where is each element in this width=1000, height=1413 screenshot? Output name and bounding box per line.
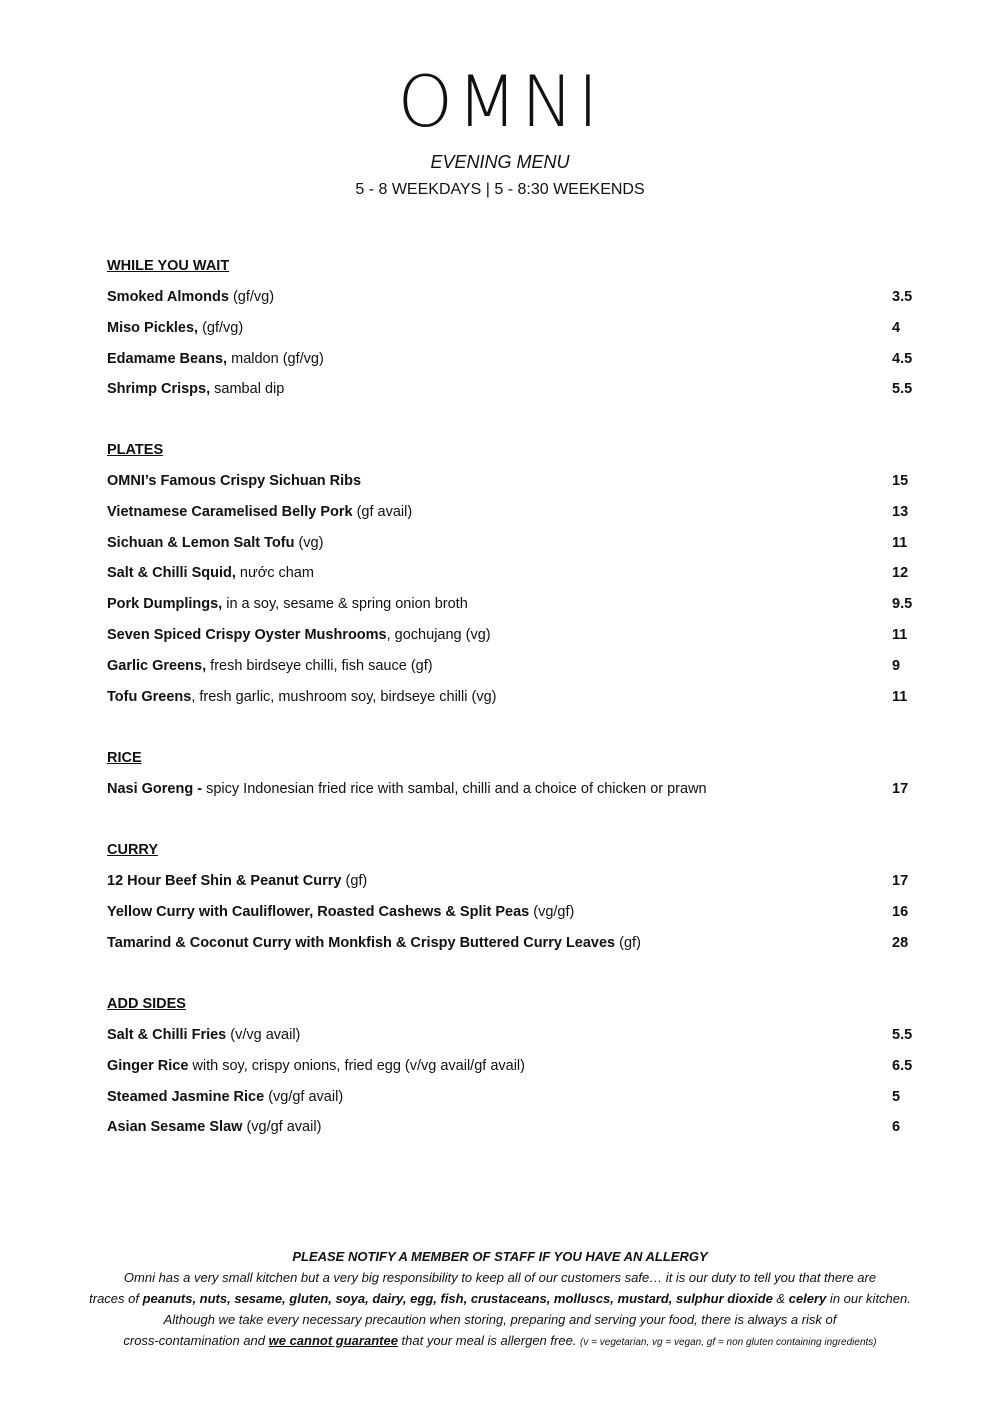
menu-item-description: (vg) <box>294 534 324 551</box>
menu-item-price: 9.5 <box>892 596 913 613</box>
menu-item-name: Salt & Chilli Squid, <box>107 565 236 582</box>
menu-item-name: Yellow Curry with Cauliflower, Roasted Cashews & Split Peas <box>107 903 530 920</box>
allergy-no-guarantee: we cannot guarantee <box>268 1333 398 1348</box>
menu-item-description: spicy Indonesian fried rice with sambal, chilli and a choice of chicken or prawn <box>202 781 707 797</box>
logo: OMNI <box>397 61 603 143</box>
menu-item-description: (gf) <box>341 873 368 889</box>
allergy-traces-prefix: traces of <box>89 1291 143 1306</box>
menu-item-description: fresh birdseye chilli, fish sauce (gf) <box>206 657 433 674</box>
menu-item <box>107 1117 927 1148</box>
menu-item <box>107 656 927 687</box>
menu-item-name: 12 Hour Beef Shin & Peanut Curry <box>107 873 342 889</box>
menu-item-price: 17 <box>892 781 909 797</box>
menu-section <box>107 440 927 717</box>
menu-item-name: Nasi Goreng - <box>107 781 203 797</box>
menu-item-price: 5.5 <box>892 1027 913 1043</box>
menu-item <box>107 471 927 502</box>
menu-item-price: 6 <box>892 1119 901 1136</box>
menu-title: EVENING MENU <box>430 152 570 172</box>
section-heading: WHILE YOU WAIT <box>107 258 230 274</box>
menu-item <box>107 533 927 564</box>
menu-item-price: 5 <box>892 1088 901 1105</box>
menu-item-price: 6.5 <box>892 1057 913 1074</box>
menu-item-name: Edamame Beans, <box>107 350 228 367</box>
menu-item-description: maldon (gf/vg) <box>227 350 324 367</box>
menu-item-name: Smoked Almonds <box>107 289 229 305</box>
menu-item-description: (vg/gf avail) <box>242 1119 322 1136</box>
diet-legend: (v = vegetarian, vg = vegan, gf = non gluten containing ingredients) <box>580 1337 877 1348</box>
allergy-text-line-3: Although we take every necessary precaution when storing, preparing and serving your food, there is always a risk of <box>163 1312 837 1327</box>
menu-item-name: Steamed Jasmine Rice <box>107 1088 265 1105</box>
menu-item-description: in a soy, sesame & spring onion broth <box>222 596 468 613</box>
menu-item-description: with soy, crispy onions, fried egg (v/vg avail/gf avail) <box>188 1057 525 1074</box>
menu-item-name: Ginger Rice <box>107 1057 189 1074</box>
allergen-separator: & <box>772 1291 789 1306</box>
menu-section <box>107 994 927 1148</box>
menu-item-price: 11 <box>892 626 908 643</box>
allergy-cross-prefix: cross-contamination and <box>123 1333 269 1348</box>
menu-item <box>107 871 927 902</box>
menu-item-description: nước cham <box>235 565 314 582</box>
menu-item-description: (gf/vg) <box>228 289 275 305</box>
allergy-traces-suffix: in our kitchen. <box>826 1291 911 1306</box>
menu-item-description: (gf/vg) <box>198 319 244 336</box>
menu-item-name: OMNI’s Famous Crispy Sichuan Ribs <box>107 473 362 489</box>
menu-item-name: Asian Sesame Slaw <box>107 1119 243 1136</box>
menu-item-description: , fresh garlic, mushroom soy, birdseye chilli (vg) <box>191 688 497 705</box>
menu-item-price: 11 <box>892 688 908 705</box>
menu-item-name: Tamarind & Coconut Curry with Monkfish & Crispy Buttered Curry Leaves <box>107 934 616 951</box>
section-heading: ADD SIDES <box>107 996 186 1012</box>
menu-item <box>107 933 927 964</box>
menu-section <box>107 748 927 810</box>
menu-item-price: 13 <box>892 503 909 520</box>
menu-item <box>107 687 927 718</box>
allergy-text-line-1: Omni has a very small kitchen but a very big responsibility to keep all of our customers safe… it is our duty to tell you that there are <box>123 1270 877 1285</box>
menu-item <box>107 318 927 349</box>
menu-item-description: (gf) <box>615 934 641 951</box>
allergen-celery: celery <box>788 1291 827 1306</box>
menu-item-price: 5.5 <box>892 381 913 398</box>
menu-item <box>107 779 927 810</box>
allergy-text-line-4 <box>60 1330 940 1353</box>
allergy-footer <box>60 1246 940 1353</box>
menu-section <box>107 840 927 963</box>
menu-item <box>107 349 927 380</box>
menu-item-name: Salt & Chilli Fries <box>107 1027 227 1043</box>
menu-item-description: (vg/gf avail) <box>264 1088 344 1105</box>
menu-item-name: Vietnamese Caramelised Belly Pork <box>107 503 353 520</box>
menu-item <box>107 287 927 318</box>
menu-item-price: 9 <box>892 657 901 674</box>
menu-item-price: 3.5 <box>892 289 913 305</box>
menu-item <box>107 1056 927 1087</box>
menu-item-price: 12 <box>892 565 909 582</box>
menu-item <box>107 563 927 594</box>
allergen-list: peanuts, nuts, sesame, gluten, soya, dairy, egg, fish, crustaceans, molluscs, mustard, sulphur dioxide <box>142 1291 773 1306</box>
menu-item-name: Seven Spiced Crispy Oyster Mushrooms <box>107 626 387 643</box>
menu-item-name: Tofu Greens <box>107 688 192 705</box>
section-heading: RICE <box>107 750 142 766</box>
allergy-cross-suffix: that your meal is allergen free. <box>397 1333 581 1348</box>
menu-item-price: 11 <box>892 534 908 551</box>
menu-item-description: sambal dip <box>210 381 285 398</box>
menu-item-name: Garlic Greens, <box>107 657 207 674</box>
menu-item <box>107 902 927 933</box>
menu-item-price: 4.5 <box>892 350 913 367</box>
menu-item-price: 28 <box>892 934 909 951</box>
section-heading: CURRY <box>107 842 159 858</box>
menu-item-name: Miso Pickles, <box>107 319 199 336</box>
menu-item-description: (v/vg avail) <box>226 1027 301 1043</box>
menu-item <box>107 1025 927 1056</box>
menu-item <box>107 502 927 533</box>
menu-item-price: 4 <box>892 319 901 336</box>
opening-hours: 5 - 8 WEEKDAYS | 5 - 8:30 WEEKENDS <box>355 181 645 198</box>
menu-item-description: (vg/gf) <box>529 903 575 920</box>
menu-item-price: 15 <box>892 473 909 489</box>
menu-item <box>107 379 927 410</box>
menu-item-price: 16 <box>892 903 909 920</box>
allergy-notice: PLEASE NOTIFY A MEMBER OF STAFF IF YOU HAVE AN ALLERGY <box>292 1249 708 1264</box>
menu-item-name: Sichuan & Lemon Salt Tofu <box>107 534 295 551</box>
section-heading: PLATES <box>107 442 164 458</box>
menu-item <box>107 594 927 625</box>
menu-item-description: , gochujang (vg) <box>386 626 491 643</box>
allergy-text-line-2 <box>60 1288 940 1309</box>
menu-item-price: 17 <box>892 873 909 889</box>
menu-item-name: Shrimp Crisps, <box>107 381 211 398</box>
menu-item-name: Pork Dumplings, <box>107 596 223 613</box>
menu-item-description: (gf avail) <box>352 503 413 520</box>
menu-item <box>107 1087 927 1118</box>
menu-item <box>107 625 927 656</box>
menu-section <box>107 256 927 410</box>
